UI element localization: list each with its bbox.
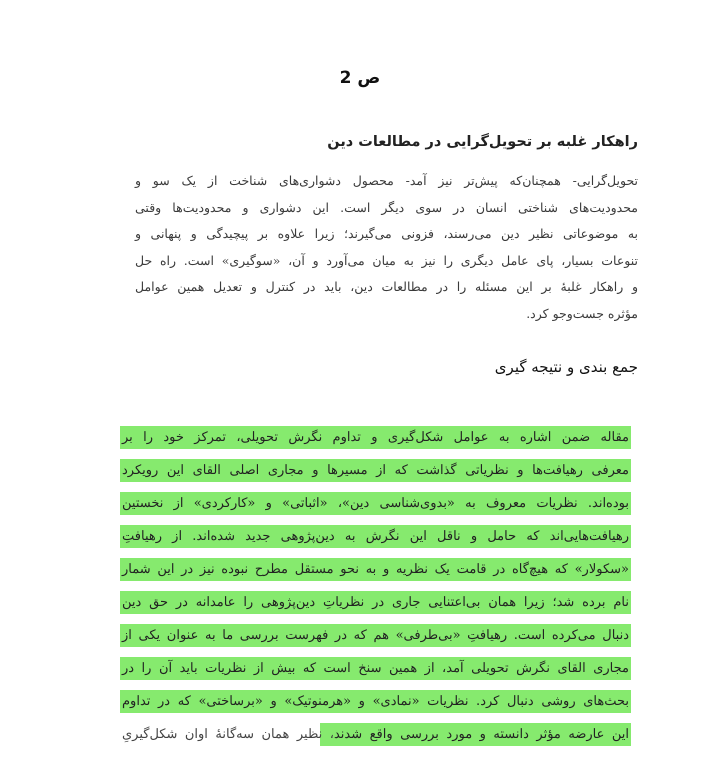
highlighted-line <box>120 690 631 723</box>
page-number: ص 2 <box>339 68 381 88</box>
paragraph-line: تحویل‌گرایی- همچنان‌که پیش‌تر نیز آمد- محصول دشواری‌های شناخت از یک سو و <box>135 173 638 188</box>
highlighted-line <box>120 558 631 591</box>
highlighted-line <box>120 426 631 459</box>
line-text: رهیافت‌هایی‌اند که حامل و ناقل این نگرش به دین‌پژوهی جدید شده‌اند. از رهیافتِ <box>122 529 629 544</box>
unhighlighted-segment: ، نظیر همان سه‌گانهٔ اوان شکل‌گیریِ <box>122 727 334 742</box>
line-text: مقاله ضمن اشاره به عوامل شکل‌گیری و تداوم نگرش تحویلی، تمرکز خود را بر <box>122 430 629 445</box>
highlighted-segment: این عارضه مؤثر دانسته و مورد بررسی واقع شدند <box>333 727 630 742</box>
partially-highlighted-line <box>120 723 631 756</box>
section-paragraph <box>135 168 638 327</box>
line-text: بوده‌اند. نظریات معروف به «بدوی‌شناسی دین»، «اثباتی» و «کارکردی» از نخستین <box>122 496 629 511</box>
paragraph-line: تنوعات بسیار، پای عامل دیگری را نیز به میان می‌آورد و آن، «سوگیری» است. راه حل <box>135 252 638 268</box>
highlighted-line <box>120 459 631 492</box>
section-title: راهکار غلبه بر تحویل‌گرایی در مطالعات دین <box>327 134 638 150</box>
highlighted-line <box>120 492 631 525</box>
highlighted-line <box>120 657 631 690</box>
paragraph-line: محدودیت‌های شناختی انسان در سوی دیگر است. این دشواری و محدودیت‌ها وقتی <box>135 199 638 215</box>
highlighted-line <box>120 525 631 558</box>
line-text: «سکولار» که هیچ‌گاه در قامت یک نظریه و به نحو مستقل مطرح نبوده نیز در این شمار <box>122 562 629 577</box>
line-text: نام برده شد؛ زیرا همان بی‌اعتنایی جاری در نظریاتِ دین‌پژوهی را عامدانه در حق دین <box>122 595 629 610</box>
paragraph-line: مؤثره جست‌وجو کرد. <box>526 305 638 321</box>
highlighted-line <box>120 624 631 657</box>
paragraph-line: به موضوعاتی نظیر دین می‌رسند، فزونی می‌گیرند؛ زیرا علاوه بر پیچیدگی و پنهانی و <box>135 226 638 241</box>
line-text: دنبال می‌کرده است. رهیافتِ «بی‌طرفی» هم که در فهرست بررسی ما به عنوان یکی از <box>122 628 629 643</box>
line-text: معرفی رهیافت‌ها و نظریاتی گذاشت که از مسیرها و مجاری اصلی القای این رویکرد <box>122 463 629 478</box>
line-text: مجاری القای نگرش تحویلی آمد، از همین سنخ است که بیش از نظریات باید آن را در <box>122 661 629 676</box>
conclusion-paragraph <box>120 426 631 756</box>
highlighted-line <box>120 591 631 624</box>
paragraph-line: و راهکار غلبهٔ بر این مسئله را در مطالعات دین، باید در کنترل و تعدیل همین عوامل <box>135 279 638 294</box>
line-text <box>122 723 629 746</box>
conclusion-heading: جمع بندی و نتیجه گیری <box>494 358 638 376</box>
line-text: بحث‌های روشی دنبال کرد. نظریات «نمادی» و «هرمنوتیک» و «برساختی» که در تداوم <box>122 694 629 709</box>
